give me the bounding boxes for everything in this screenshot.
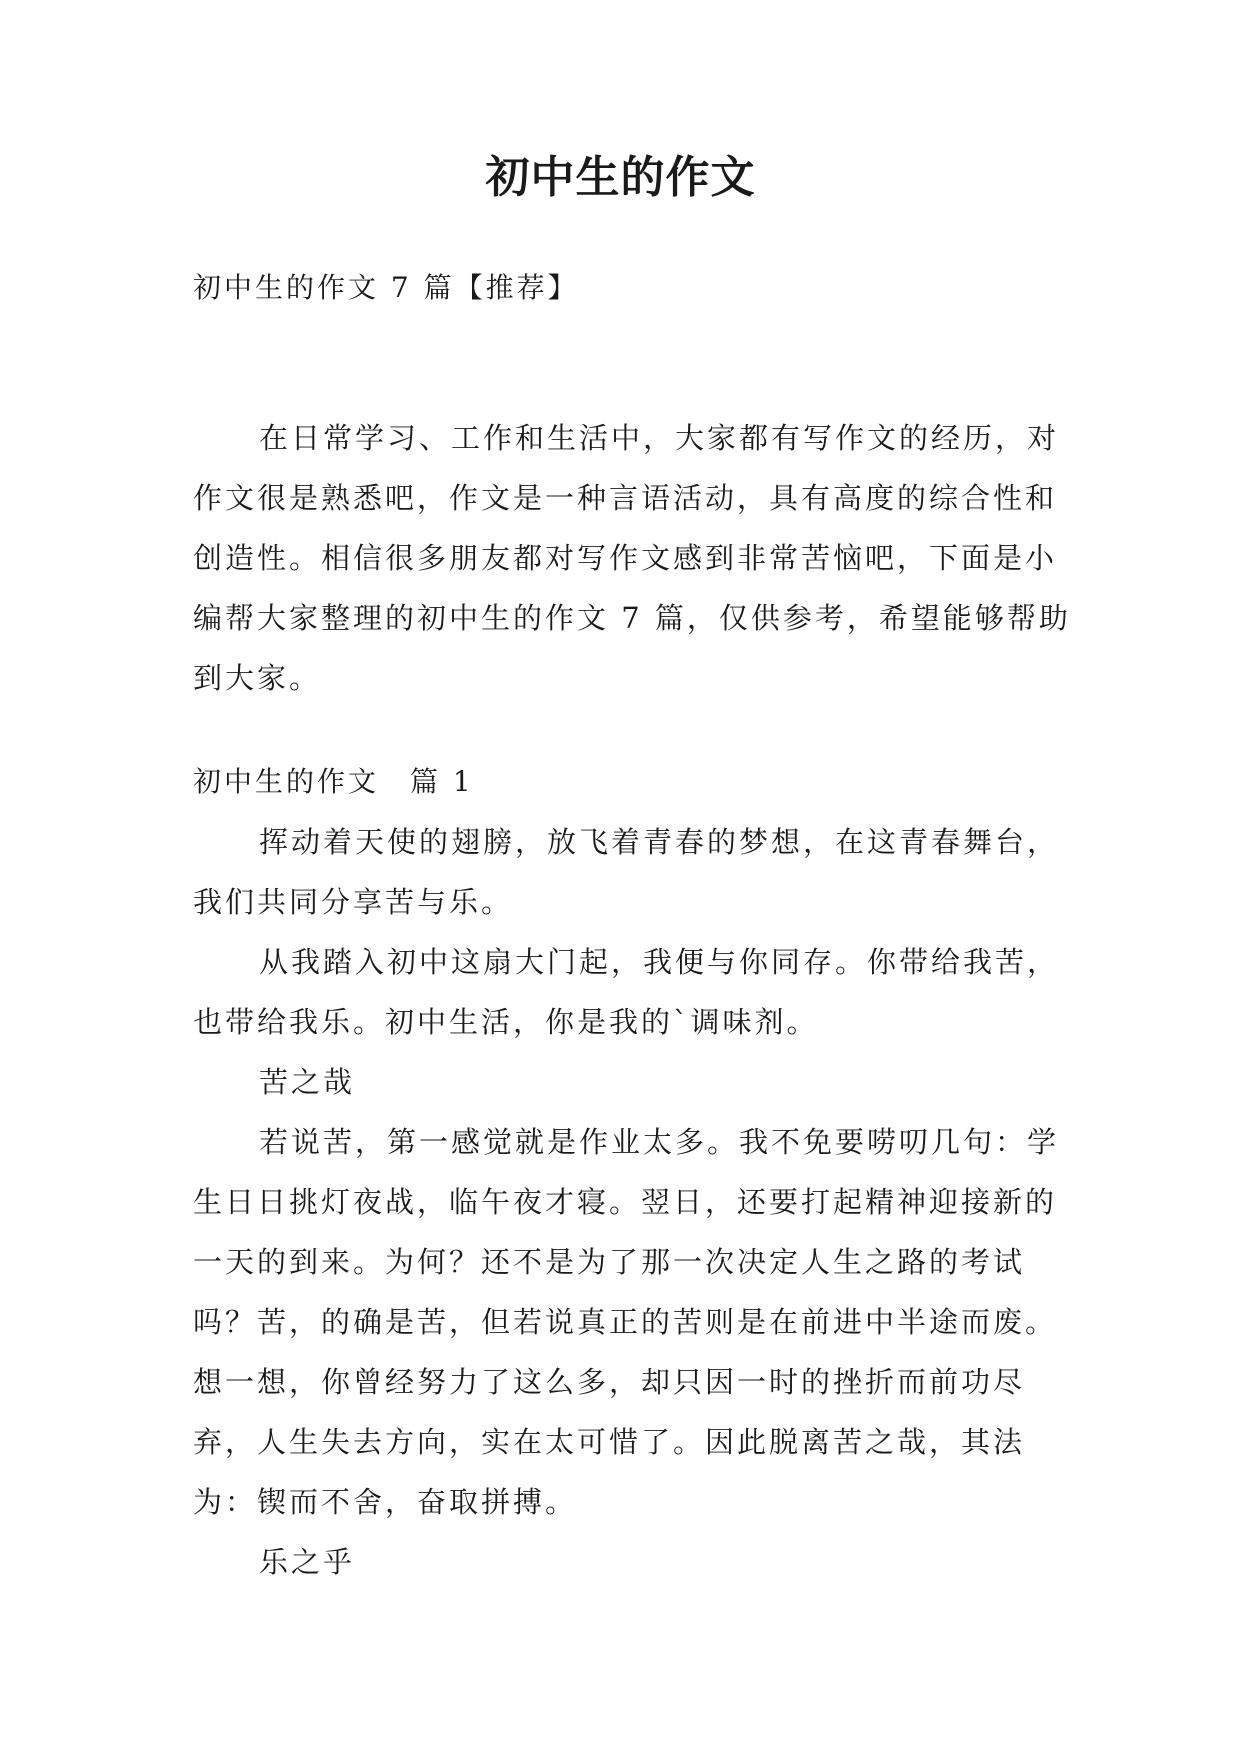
page-title: 初中生的作文	[485, 152, 756, 203]
intro-paragraph: 在日常学习、工作和生活中，大家都有写作文的经历，对作文很是熟悉吧，作文是一种言语活动，具有高度的综合性和创造性。相信很多朋友都对写作文感到非常苦恼吧，下面是小编帮大家整理的初中生的作文 7 篇，仅供参考，希望能够帮助到大家。	[193, 421, 1071, 695]
section-body	[193, 812, 1073, 1592]
body-paragraph: 挥动着天使的翅膀，放飞着青春的梦想，在这青春舞台，我们共同分享苦与乐。	[193, 825, 1060, 919]
document-subtitle: 初中生的作文 7 篇【推荐】	[193, 271, 579, 304]
subheading-bitter: 苦之哉	[259, 1065, 356, 1099]
subheading-joy: 乐之乎	[259, 1545, 356, 1579]
body-paragraph: 若说苦，第一感觉就是作业太多。我不免要唠叨几句：学生日日挑灯夜战，临午夜才寝。翌日，还要打起精神迎接新的一天的到来。为何？还不是为了那一次决定人生之路的考试吗？苦，的确是苦，但若说真正的苦则是在前进中半途而废。想一想，你曾经努力了这么多，却只因一时的挫折而前功尽弃，人生失去方向，实在太可惜了。因此脱离苦之哉，其法为：锲而不舍，奋取拼搏。	[193, 1125, 1060, 1519]
body-paragraph: 从我踏入初中这扇大门起，我便与你同存。你带给我苦，也带给我乐。初中生活，你是我的`调味剂。	[193, 945, 1060, 1039]
section-heading: 初中生的作文 篇 1	[193, 765, 474, 798]
